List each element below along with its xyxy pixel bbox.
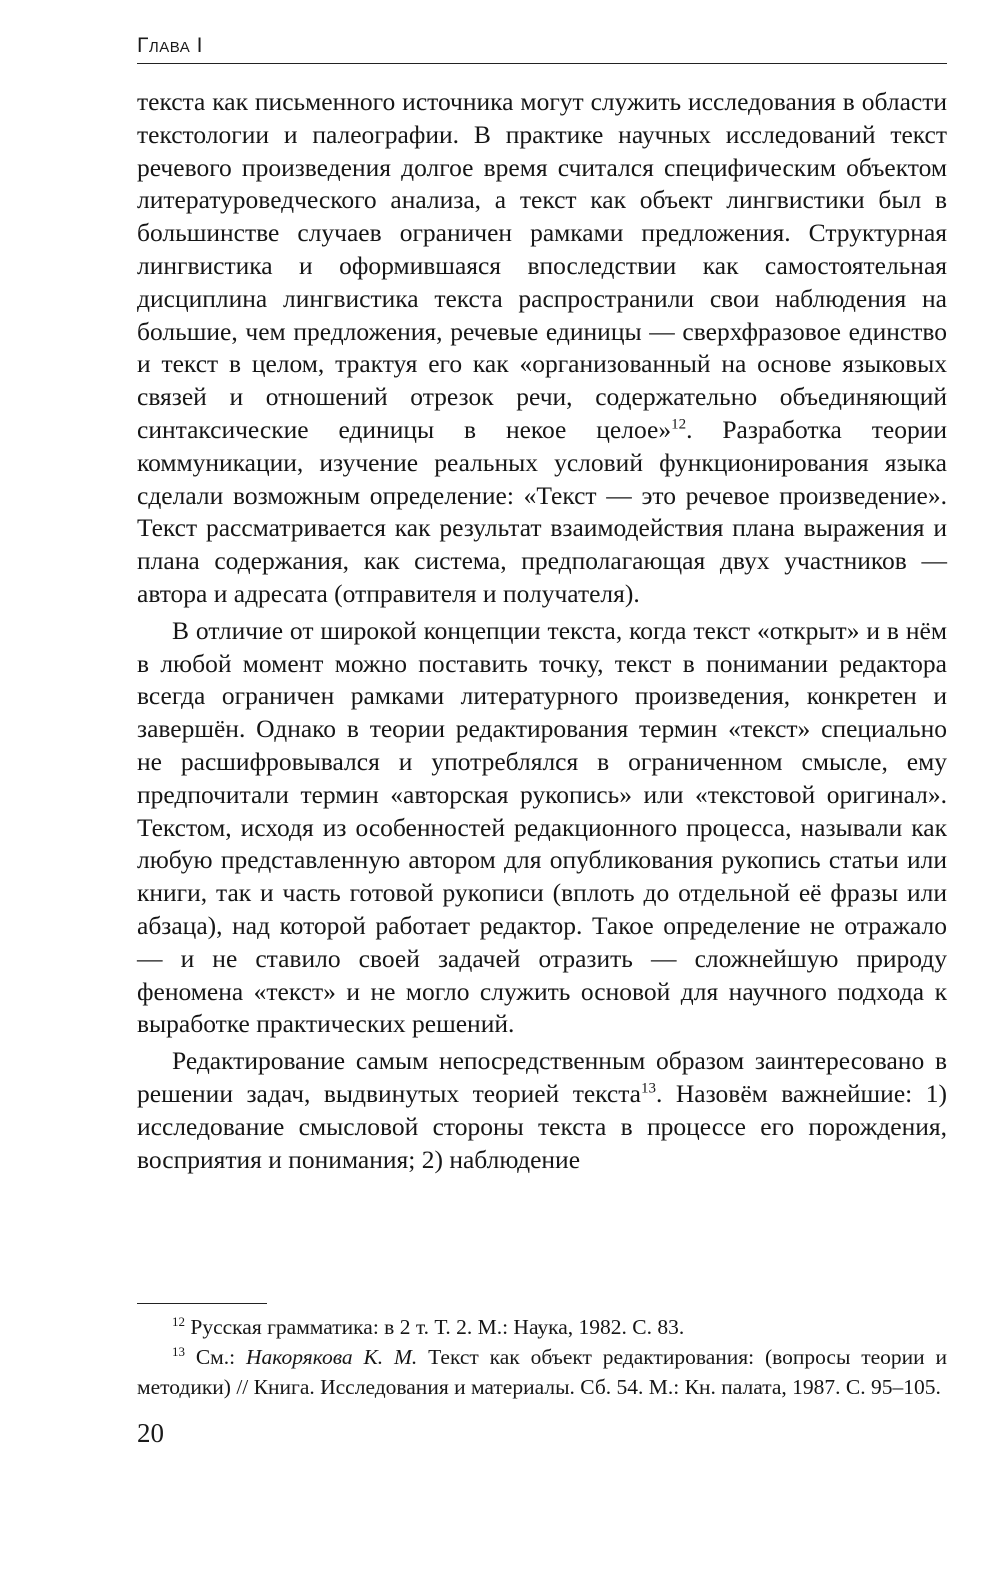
footnote-12 <box>137 1312 947 1342</box>
main-text <box>137 86 947 1176</box>
paragraph-3 <box>137 1045 947 1176</box>
running-head <box>137 30 947 64</box>
paragraph-1-text-a: текста как письменного источника могут служить исследования в области текстологии и палеографии. В практике научных исследований текст речевого произведения долгое время считался специфическим объектом литературоведческого анализа, а текст как объект лингвистики был в большинстве случаев ограничен рамками предложения. Структурная лингвистика и оформившаяся впоследствии как самостоятельная дисциплина лингвистика текста распространили свои наблюдения на большие, чем предложения, речевые единицы — сверхфразовое единство и текст в целом, трактуя его как «организованный на основе языковых связей и отношений отрезок речи, содержательно объединяющий синтаксические единицы в некое целое» <box>137 87 947 444</box>
footnote-text: Русская грамматика: в 2 т. Т. 2. М.: Наука, 1982. С. 83. <box>190 1315 685 1339</box>
paragraph-1 <box>137 86 947 611</box>
paragraph-3-text-a: Редактирование самым непосредственным образом заинтересовано в решении задач, выдвинутых теорией текста <box>137 1046 947 1108</box>
footnote-13 <box>137 1342 947 1402</box>
footnote-divider <box>137 1303 267 1304</box>
paragraph-2: В отличие от широкой концепции текста, когда текст «открыт» и в нём в любой момент можно поставить точку, текст в понимании редактора всегда ограничен рамками литературного произведения, конкретен и завершён. Однако в теории редактирования термин «текст» специально не расшифровывался и употреблялся в ограниченном смысле, ему предпочитали термин «авторская рукопись» или «текстовой оригинал». Текстом, исходя из особенностей редакционного процесса, называли как любую представленную автором для опубликования рукопись статьи или книги, так и часть готовой рукописи (вплоть до отдельной её фразы или абзаца), над которой работает редактор. Такое определение не отражало — и не ставило своей задачей отразить — сложнейшую природу феномена «текст» и не могло служить основой для научного подхода к выработке практических решений. <box>137 615 947 1039</box>
footnote-text: Текст как объект редактирования: (вопросы теории и методики) // Книга. Исследования и материалы. Сб. 54. М.: Кн. палата, 1987. С. 95–105. <box>137 1345 948 1399</box>
footnote-ref-12[interactable]: 12 <box>671 416 687 433</box>
footnotes <box>137 1312 947 1402</box>
chapter-title: Глава I <box>137 34 203 57</box>
footnote-number: 12 <box>172 1313 185 1329</box>
page-number: 20 <box>137 1418 164 1448</box>
paragraph-1-text-b: . Разработка теории коммуникации, изучение реальных условий функционирования языка сделали возможным определение: «Текст — это речевое произведение». Текст рассматривается как результат взаимодействия плана выражения и плана содержания, как система, предполагающая двух участников — автора и адресата (отправителя и получателя). <box>137 414 947 608</box>
footnote-author: Накорякова К. М. <box>245 1345 418 1369</box>
footnote-number: 13 <box>172 1343 185 1359</box>
footnote-ref-13[interactable]: 13 <box>641 1080 656 1097</box>
paragraph-3-text-b: . Назовём важнейшие: 1) исследование смысловой стороны текста в процессе его порождения, восприятия и понимания; 2) наблюдение <box>137 1078 947 1174</box>
footnote-prefix: См.: <box>195 1345 246 1369</box>
